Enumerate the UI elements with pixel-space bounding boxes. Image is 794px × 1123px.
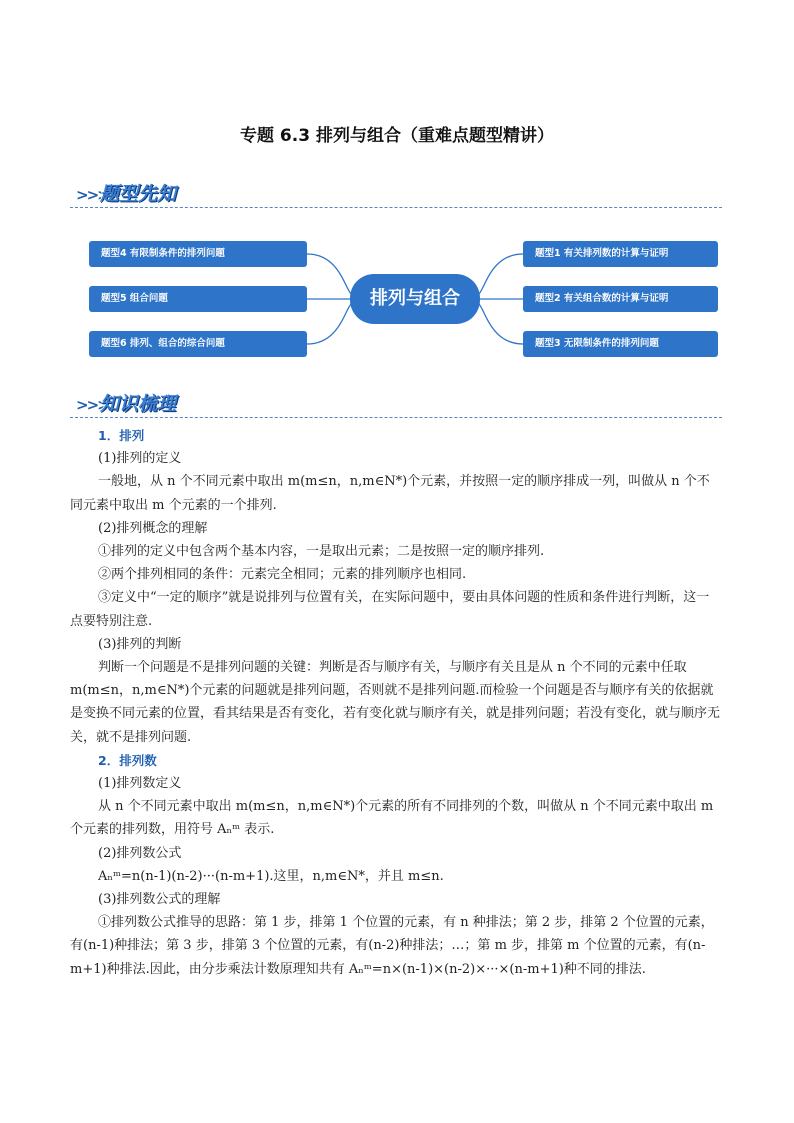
paragraph: 一般地，从 n 个不同元素中取出 m(m≤n，n,m∈N*)个元素，并按照一定的顺序排成一列，叫做从 n 个不同元素中取出 m 个元素的一个排列. [70,474,710,513]
paragraph: ②两个排列相同的条件：元素完全相同；元素的排列顺序也相同. [98,567,467,583]
formula: Aₙᵐ=n(n-1)(n-2)···(n-m+1).这里，n,m∈N*，并且 m≤n. [98,868,444,884]
mindmap-center: 排列与组合 [350,274,480,324]
subheading: (1)排列的定义 [98,451,182,467]
paragraph: 判断一个问题是不是排列问题的关键：判断是否与顺序有关，与顺序有关且是从 n 个不同的元素中任取 m(m≤n，n,m∈N*)个元素的问题就是排列问题，否则就不是排列问题.而检验一个问题是否与顺序有关的依据就是变换不同元素的位置，看其结果是否有变化，若有变化就与顺序有关，就是排列问题；若没有变化，就与顺序无关，就不是排列问题. [70,660,721,745]
article-body [70,424,722,981]
subheading: (2)排列数公式 [98,845,182,861]
paragraph: ①排列的定义中包含两个基本内容，一是取出元素；二是按照一定的顺序排列. [98,544,545,560]
arrows-icon: >>> [76,186,108,204]
mindmap-topic-5: 题型5 组合问题 [89,286,307,312]
mindmap-topic-1: 题型1 有关排列数的计算与证明 [523,241,718,267]
mindmap-topic-3: 题型3 无限制条件的排列问题 [523,331,718,357]
subheading: (3)排列的判断 [98,636,182,652]
section-banner-knowledge [70,388,722,418]
section-title: 题型先知 [100,183,177,205]
heading-permutation-number: 2．排列数 [98,752,157,768]
subheading: (2)排列概念的理解 [98,520,208,536]
paragraph: ③定义中“一定的顺序”就是说排列与位置有关，在实际问题中，要由具体问题的性质和条件进行判断，这一点要特别注意. [70,590,710,629]
paragraph: 从 n 个不同元素中取出 m(m≤n，n,m∈N*)个元素的所有不同排列的个数，叫做从 n 个不同元素中取出 m 个元素的排列数，用符号 Aₙᵐ 表示. [70,799,714,838]
mindmap-topic-6: 题型6 排列、组合的综合问题 [89,331,307,357]
mindmap-topic-4: 题型4 有限制条件的排列问题 [89,241,307,267]
section-title: 知识梳理 [100,393,177,415]
arrows-icon: >>> [76,396,108,414]
subheading: (1)排列数定义 [98,776,182,792]
subheading: (3)排列数公式的理解 [98,892,221,908]
mindmap-topic-2: 题型2 有关组合数的计算与证明 [523,286,718,312]
divider [70,417,722,418]
heading-permutation: 1．排列 [98,428,145,443]
paragraph: ①排列数公式推导的思路：第 1 步，排第 1 个位置的元素，有 n 种排法；第 2 步，排第 2 个位置的元素，有(n-1)种排法；第 3 步，排第 3 个位置的元素，有(n-2)种排法；…；第 m 步，排第 m 个位置的元素，有(n-m+1)种排法.因此，由分步乘法计数原理知共有 Aₙᵐ=n×(n-1)×(n-2)×···×(n-m+1)种不同的排法. [70,915,714,977]
page-title: 专题 6.3 排列与组合（重难点题型精讲） [240,126,554,146]
